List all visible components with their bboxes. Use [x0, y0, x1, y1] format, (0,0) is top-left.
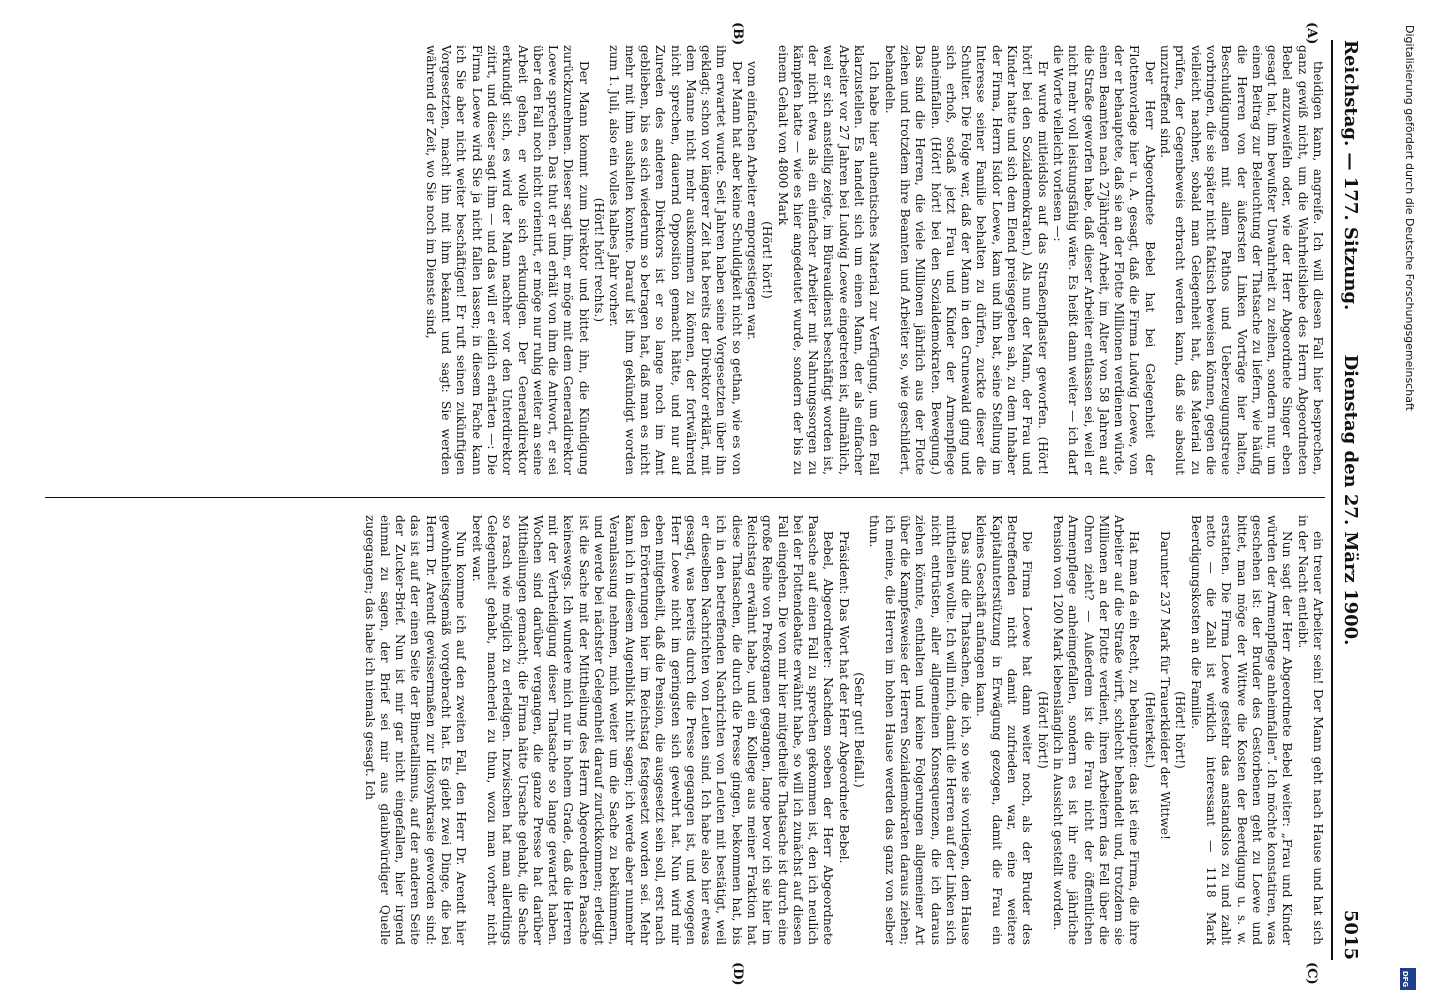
- page-header: [1331, 40, 1367, 960]
- paragraph: Er wurde mitleidslos auf das Straßenpflaster geworfen. (Hört! hört! bei den Sozialdemokraten.) Als nun der Mann, der Frau und Kinder hatte und sich dem Elend preisgegeben sah, zu dem Inhaber der Firma, Herrn Isidor Loewe, kam und ihn bat, seine Stellung im Interesse seiner Familie behalten zu dürfen, zuckte dieser die Schulter. Die Folge war, daß der Mann in den Grunewald ging und sich erhoß, sodaß jetzt Frau und Kinder der Armenpflege anheimfallen. (Hört! hört! bei den Sozialdemokraten. Bewegung.) Das sind die Herren, die viele Millionen jährlich aus der Flotte ziehen und trotzdem ihre Beamten und Arbeiter so, wie geschildert, behandeln.: [882, 45, 1050, 475]
- interjection: (Hört! hört!): [1173, 691, 1188, 769]
- margin-marker-d: (D): [730, 962, 745, 986]
- interjection: (Hört! hört!): [760, 221, 775, 299]
- dfg-logo: DFG: [1400, 968, 1416, 990]
- paragraph: ein treuer Arbeiter sein! Der Mann geht nach Hause und hat sich in der Nacht entleibt.: [1295, 515, 1325, 945]
- header-session-title: Reichstag. — 177. Sitzung.: [1340, 40, 1361, 311]
- paragraph: Der Mann kommt zum Direktor und bittet ihn, die Kündigung zurückzunehmen. Dieser sagt ihm, er möge mit dem Generaldirektor Loewe sprechen. Das thut er und erhält von ihm die Antwort, er sei über den Fall noch nicht orientirt, er möge nur ruhig weiter an seine Arbeit gehen, er wolle sich erkundigen. Der Generaldirektor erkundigt sich, es wird der Mann nachher vor den Unterdirektor zitirt, und dieser sagt ihm — und das will er eidlich erhärten —: Die Firma Loewe wird Sie ja nicht fallen lassen; in diesem Fache kann ich Sie aber nicht weiter beschäftigen! Er ruft seinen zukünftigen Vorgesetzten, macht ihn mit ihm bekannt und sagt: Sie werden während der Zeit, wo Sie noch im Dienste sind,: [423, 45, 591, 475]
- paragraph: Die Firma Loewe hat dann weiter noch, als der Bruder des Betreffenden nicht damit zufrieden war, eine weitere Kapitalunterstützung in Erwägung gezogen, damit die Frau ein kleines Geschäft anfangen kann.: [974, 515, 1035, 945]
- paragraph: Darunter 237 Mark für Trauerkleider der Wittwe!: [1158, 531, 1173, 840]
- interjection: (Heiterkeit.): [1142, 691, 1157, 769]
- paragraph: Der Mann hat aber keine Schuldigkeit nicht so gethan, wie es von ihm erwartet wurde. Seit Jahren haben seine Vorgesetzten über ihn geklagt; schon vor längerer Zeit hat bereits der Direktor erklärt, mit dem Manne nicht mehr auskommen zu können, der fortwährend nicht sprechen, dauernd Opposition gemacht hätte, und nur auf Zureden des anderen Direktors ist er so lange noch im Amt geblieben, bis es sich wiederum so betragen hat, daß man es nicht mehr mit ihm aushalten konnte. Darauf ist ihm gekündigt worden zum 1. Juli, also ein volles halbes Jahr vorher.: [607, 45, 744, 475]
- paragraph: Das sind die Thatsachen, die ich, so wie sie vorliegen, dem Hause mittheilen wollte. Ich will mich, damit die Herren auf der Linken sich nicht entrüsten, aller allgemeinen Konsequenzen, die ich daraus ziehen könnte, enthalten und keine Folgerungen allgemeiner Art über die Kampfesweise der Herren Sozialdemokraten daraus ziehen; ich meine, die Herren im hohen Hause werden das ganz von selber thun.: [867, 515, 974, 945]
- paragraph: Bebel, Abgeordneter: Nachdem soeben der Herr Abgeordnete Paasche auf einen Fall zu sprechen gekommen ist, den ich neulich bei der Flottendebatte erwähnt habe, so will ich zunächst auf diesen Fall eingehen. Die von mir hier mitgetheilte Thatsache ist durch eine große Reihe von Preßorganen gegangen, lange bevor ich sie hier im Reichstag erwähnt habe, und ein Kollege aus meiner Fraktion hat diese Thatsachen, die durch die Presse gingen, bekommen hat, bis ich in den betreffenden Nachrichten von Leuten mit bestätigt, weil er dieselben Nachrichten von Leuten sind. Ich habe also hier etwas gesagt, was bereits durch die Presse gegangen ist, und wogegen Herr Loewe nicht im geringsten sich gewehrt hat. Nun wird mir eben mitgetheilt, daß die Pension, die ausgesetzt sein soll, erst nach den Erörterungen hier im Reichstag festgesetzt worden sei. Mehr kann ich in diesem Augenblick nicht sagen; ich werde aber nunmehr Veranlassung nehmen, mich weiter um die Sache zu bekümmern, und werde bei nächster Gelegenheit darauf zurückkommen; erledigt ist die Sache mit der Mittheilung des Herrn Abgeordneten Paasche keineswegs. Ich wundere mich nur in hohem Grade, daß die Herren mit der Vertheidigung dieser Thatsache so lange gewartet haben. Wochen sind darüber vergangen, die ganze Presse hat darüber Mittheilungen gemacht; die Firma hätte Ursache gehabt, die Sache so rasch wie möglich zu erledigen. Inzwischen hat man allerdings Gelegenheit gehabt, mancherlei zu thun, wozu man vorher nicht bereit war.: [469, 515, 836, 945]
- paragraph: Hat man da ein Recht, zu behaupten: das ist eine Firma, die ihre Arbeiter auf die Straße wirft, schlecht behandelt und, trotzdem sie Millionen an der Flotte verdient, ihren Arbeitern das Fell über die Ohren zieht? — Außerdem ist die Frau nicht der öffentlichen Armenpflege anheimgefallen, sondern es ist ihr eine jährliche Pension von 1200 Mark lebenslänglich in Aussicht gestellt worden.: [1050, 515, 1142, 945]
- interjection: (Hört! hört! rechts.): [592, 197, 607, 323]
- paragraph: vom einfachen Arbeiter emporgestiegen war.: [745, 61, 760, 341]
- interjection: (Hört! hört!): [1035, 691, 1050, 769]
- header-date: Dienstag den 27. März 1900.: [1340, 354, 1361, 646]
- interjection: (Sehr gut! Beifall.): [852, 672, 867, 788]
- page-number: 5015: [1340, 909, 1361, 960]
- paragraph: Präsident: Das Wort hat der Herr Abgeordnete Bebel.: [836, 531, 851, 864]
- margin-marker-a: (A): [1304, 22, 1319, 45]
- margin-marker-b: (B): [730, 22, 745, 46]
- margin-marker-c: (C): [1304, 962, 1319, 985]
- paragraph: Der Herr Abgeordnete Bebel hat bei Gelegenheit der Flottenvorlage hier u. A. gesagt, daß die Firma Ludwig Loewe, von der er behauptete, daß sie an der Flotte Millionen verdienen würde, einen Beamten nach 27jähriger Arbeit, im Alter von 58 Jahren auf die Straße geworfen habe, daß dieser Arbeiter entlassen sei, weil er nicht mehr voll leistungsfähig wäre. Es heißt dann weiter — ich darf die Worte vielleicht vorlesen —:: [1050, 45, 1157, 475]
- left-text-column: [45, 45, 1325, 475]
- paragraph: Nun komme ich auf den zweiten Fall, den Herr Dr. Arendt hier gewohnheitsgemäß vorgebracht hat. Es giebt zwei Dinge, die bei Herrn Dr. Arendt gewissermaßen zur Idiosynkrasie geworden sind: das ist auf der einen Seite der Bimetallismus, auf der anderen Seite der Zucker-Brief. Nun ist mir gar nicht eingefallen, hier irgend einmal zu sagen, der Brief sei mir aus glaubwürdiger Quelle zugegangen; das habe ich niemals gesagt. Ich: [362, 515, 469, 945]
- right-text-column: [45, 515, 1325, 945]
- digitization-note: Digitalisierung gefördert durch die Deutsche Forschungsgemeinschaft: [1403, 25, 1416, 411]
- paragraph: Nun sagt der Herr Abgeordnete Bebel weiter: „Frau und Kinder würden der Armenpflege anheimfallen“. Ich möchte konstatiren, was geschehen ist: der Bruder des Gestorbenen geht zu Loewe und bittet, man möge der Wittwe die Kosten der Beerdigung u. s. w. erstatten. Die Firma Loewe gestehr das anstandslos zu und zahlt netto — die Zahl ist wirklich interessant — 1118 Mark Beerdigungskosten an die Familie.: [1188, 515, 1295, 945]
- paragraph: theidigen kann, angreife. Ich will diesen Fall hier besprechen, ganz gewiß nicht, um die Wahrheitsliebe des Herrn Abgeordneten Bebel anzuzweifeln oder, wie der Herr Abgeordnete Singer eben gesagt hat, ihm bewußter Unwahrheit zu zeihen, sondern nur, um einen Beitrag zur Beleuchtung der Thatsache zu liefern, wie häufig die Herren von der äußersten Linken Vorträge hier halten, Beschuldigungen mit allem Pathos und Ueberzeugungstreue vorbringen, die sie später nicht faktisch beweisen können, gegen die vielleicht nachher, sobald man Gelegenheit hat, das Material zu prüfen, der Gegenbeweis erbracht werden kann, daß sie absolut unzutreffend sind.: [1158, 45, 1325, 475]
- column-divider: [45, 497, 1325, 498]
- paragraph: Ich habe hier authentisches Material zur Verfügung, um den Fall klarzustellen. Es handelt sich um einen Mann, der als einfacher Arbeiter vor 27 Jahren bei Ludwig Loewe eingetreten ist, allmählich, weil er sich anstellig zeigte, im Büreaudienst beschäftigt worden ist, der nicht etwa als ein einfacher Arbeiter mit Nahrungssorgen zu kämpfen hatte — wie es hier angedeutet wurde, sondern der bis zu einem Gehalt von 4800 Mark: [775, 45, 882, 475]
